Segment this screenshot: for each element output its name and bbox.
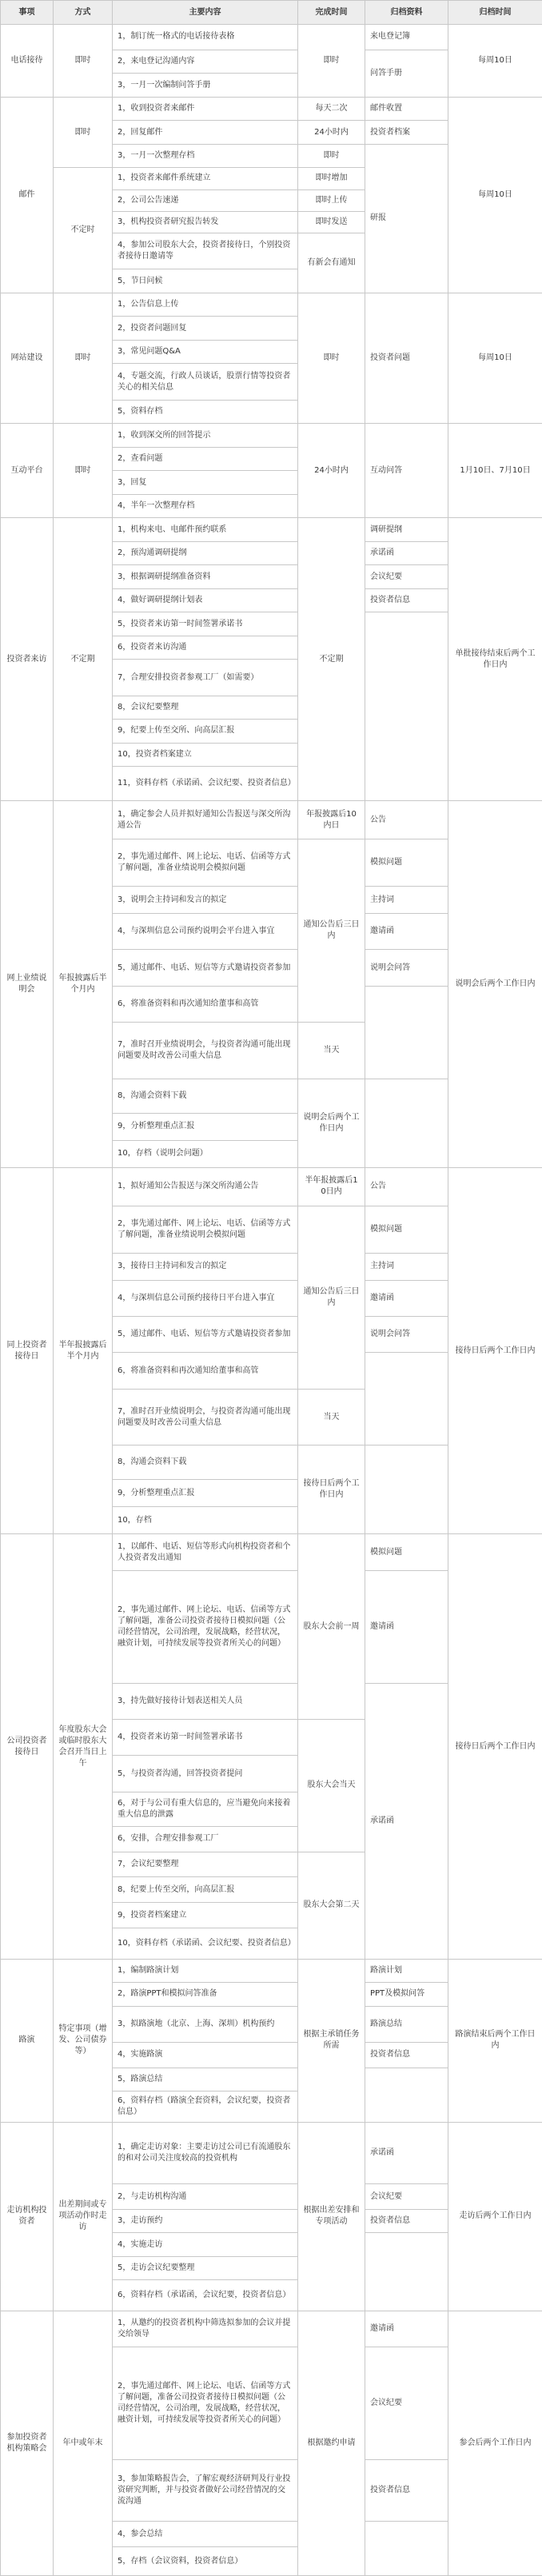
archive-cell: 主持词 xyxy=(365,1253,448,1280)
content-cell: 1，制订统一格式的电话接待表格 xyxy=(113,25,298,50)
content-cell: 9，分析整理重点汇报 xyxy=(113,1480,298,1507)
table-row xyxy=(1,424,542,448)
content-cell: 7，合理安排投资者参观工厂（如需要） xyxy=(113,660,298,696)
deadline-cell: 即时 xyxy=(298,25,365,98)
method-cell: 出差期间或专项活动作时走访 xyxy=(54,2122,113,2311)
content-cell: 3，一月一次编制问答手册 xyxy=(113,74,298,98)
deadline-cell: 接待日后两个工作日内 xyxy=(298,1446,365,1534)
deadline-cell: 股东大会前一周 xyxy=(298,1534,365,1720)
content-cell: 6，对于与公司有重大信息的，应当避免向来接着重大信息的泄露 xyxy=(113,1792,298,1826)
content-cell: 5，走访会议纪要整理 xyxy=(113,2256,298,2280)
header-row xyxy=(1,1,542,25)
archive-time-cell: 每周10日 xyxy=(448,293,542,423)
deadline-cell: 通知公告后三日内 xyxy=(298,839,365,1023)
content-cell: 2，投资者问题回复 xyxy=(113,317,298,341)
deadline-cell: 股东大会当天 xyxy=(298,1719,365,1852)
content-cell: 2，与走访机构沟通 xyxy=(113,2184,298,2210)
content-cell: 2，查看问题 xyxy=(113,447,298,471)
archive-cell xyxy=(365,2068,448,2122)
content-cell: 5，投资者来访第一时间签署承诺书 xyxy=(113,612,298,636)
content-cell: 10，资料存档（承诺函、会议纪要、投资者信息） xyxy=(113,1928,298,1960)
content-cell: 4，参会总结 xyxy=(113,2522,298,2547)
content-cell: 7，准时召开业绩说明会，与投资者沟通可能出现问题要及时改善公司重大信息 xyxy=(113,1023,298,1079)
content-cell: 5，通过邮件、电话、短信等方式邀请投资者参加 xyxy=(113,950,298,986)
table-row xyxy=(1,2122,542,2183)
archive-cell: 投资者档案 xyxy=(365,121,448,145)
deadline-cell: 即时上传 xyxy=(298,189,365,211)
content-cell: 6，投资者来访沟通 xyxy=(113,636,298,660)
content-cell: 1，机构来电、电邮件预约联系 xyxy=(113,518,298,542)
archive-cell: 调研提纲 xyxy=(365,518,448,542)
archive-cell: 会议纪要 xyxy=(365,2347,448,2460)
deadline-cell: 年报披露后10内日 xyxy=(298,801,365,839)
content-cell: 8，沟通会资料下载 xyxy=(113,1079,298,1113)
content-cell: 4，实施走访 xyxy=(113,2233,298,2257)
archive-cell: 承诺函 xyxy=(365,541,448,565)
content-cell: 4，与深圳信息公司预约说明会平台进入事宜 xyxy=(113,914,298,950)
archive-cell xyxy=(365,1353,448,1446)
table-row xyxy=(1,518,542,542)
deadline-cell: 24小时内 xyxy=(298,121,365,145)
content-cell: 2，事先通过邮件、网上论坛、电话、信函等方式了解问题，准备公司投资者接待日模拟问题（公司经营情况，公司治理，发展战略，经营状况，融资计划，可持续发展等投资者所关心的问题） xyxy=(113,1570,298,1683)
section-cell: 互动平台 xyxy=(1,424,54,518)
content-cell: 1，公告信息上传 xyxy=(113,293,298,317)
archive-time-cell: 1月10日、7月10日 xyxy=(448,424,542,518)
content-cell: 3，根据调研提纲准备资料 xyxy=(113,565,298,589)
content-cell: 9，分析整理重点汇报 xyxy=(113,1113,298,1140)
deadline-cell: 当天 xyxy=(298,1389,365,1445)
table-row xyxy=(1,293,542,317)
content-cell: 6，将准备资料和再次通知给董事和高管 xyxy=(113,986,298,1022)
table-row xyxy=(1,1534,542,1570)
content-cell: 5，与投资者沟通，回答投资者提问 xyxy=(113,1756,298,1792)
archive-cell: 承诺函 xyxy=(365,1683,448,1959)
content-cell: 1，拟好通知公告报送与深交所沟通公告 xyxy=(113,1167,298,1206)
archive-cell: 会议纪要 xyxy=(365,565,448,589)
content-cell: 2，预沟通调研提纲 xyxy=(113,541,298,565)
content-cell: 1，确定走访对象：主要走访过公司已有流通股东的和对公司关注度较高的投资机构 xyxy=(113,2122,298,2183)
archive-time-cell: 每周10日 xyxy=(448,25,542,98)
archive-time-cell: 说明会后两个工作日内 xyxy=(448,801,542,1168)
archive-cell: 承诺函 xyxy=(365,2122,448,2183)
content-cell: 1，确定参会人员并拟好通知公告报送与深交所沟通公告 xyxy=(113,801,298,839)
content-cell: 2，事先通过邮件、网上论坛、电话、信函等方式了解问题，准备业绩说明会模拟问题 xyxy=(113,839,298,887)
content-cell: 3，一月一次整理存档 xyxy=(113,144,298,168)
table-row xyxy=(1,25,542,50)
table-row xyxy=(1,1959,542,1983)
content-cell: 3，常见问题Q&A xyxy=(113,340,298,364)
section-cell: 走访机构投资者 xyxy=(1,2122,54,2311)
deadline-cell: 根据邀约申请 xyxy=(298,2311,365,2575)
archive-cell: 说明会问答 xyxy=(365,950,448,986)
content-cell: 3，回复 xyxy=(113,471,298,495)
section-cell: 同上投资者接待日 xyxy=(1,1167,54,1534)
archive-cell: 投资者问题 xyxy=(365,293,448,423)
archive-time-cell: 参会后两个工作日内 xyxy=(448,2311,542,2575)
method-cell: 半年报披露后半个月内 xyxy=(54,1167,113,1534)
table-row xyxy=(1,97,542,121)
method-cell: 即时 xyxy=(54,424,113,518)
content-cell: 2，回复邮件 xyxy=(113,121,298,145)
content-cell: 8，会议纪要整理 xyxy=(113,696,298,720)
header-cell: 方式 xyxy=(54,1,113,25)
deadline-cell: 根据出差安排和专项活动 xyxy=(298,2122,365,2311)
content-cell: 2，来电登记沟通内容 xyxy=(113,50,298,74)
content-cell: 1，收到投资者来邮件 xyxy=(113,97,298,121)
archive-time-cell: 每周10日 xyxy=(448,97,542,293)
archive-cell xyxy=(365,2522,448,2576)
section-cell: 网站建设 xyxy=(1,293,54,423)
archive-cell: 互动问答 xyxy=(365,424,448,518)
content-cell: 6，资料存档（路演全套资料，会议纪要，投资者信息） xyxy=(113,2092,298,2123)
content-cell: 5，存档（会议资料，投资者信息） xyxy=(113,2547,298,2576)
archive-cell: 邮件收置 xyxy=(365,97,448,121)
content-cell: 1，投资者来邮件系统建立 xyxy=(113,168,298,189)
header-cell: 归档时间 xyxy=(448,1,542,25)
archive-cell: 公告 xyxy=(365,801,448,839)
section-cell: 网上业绩说明会 xyxy=(1,801,54,1168)
method-cell: 不定期 xyxy=(54,518,113,801)
content-cell: 5，路演总结 xyxy=(113,2068,298,2092)
deadline-cell: 股东大会第二天 xyxy=(298,1852,365,1959)
archive-cell: 模拟问题 xyxy=(365,839,448,887)
deadline-cell: 即时发送 xyxy=(298,211,365,233)
archive-time-cell: 接待日后两个工作日内 xyxy=(448,1167,542,1534)
deadline-cell: 即时 xyxy=(298,293,365,423)
content-cell: 3，走访预约 xyxy=(113,2209,298,2233)
archive-time-cell: 路演结束后两个工作日内 xyxy=(448,1959,542,2122)
content-cell: 4，半年一次整理存档 xyxy=(113,494,298,518)
content-cell: 5，节日问候 xyxy=(113,269,298,293)
archive-cell: 投资者信息 xyxy=(365,2460,448,2522)
content-cell: 3，机构投资者研究报告转发 xyxy=(113,211,298,233)
content-cell: 3，接待日主持词和发言的拟定 xyxy=(113,1253,298,1280)
table-row xyxy=(1,1167,542,1206)
content-cell: 1，编制路演计划 xyxy=(113,1959,298,1983)
content-cell: 5，资料存档 xyxy=(113,400,298,424)
content-cell: 4，参加公司股东大会，投资者接待日，个别投资者接待日邀请等 xyxy=(113,233,298,269)
content-cell: 11，资料存档（承诺函、会议纪要、投资者信息） xyxy=(113,767,298,801)
section-cell: 投资者来访 xyxy=(1,518,54,801)
content-cell: 2，事先通过邮件、网上论坛、电话、信函等方式了解问题，准备公司投资者接待日模拟问题（公司经营情况，公司治理，发展战略，经营状况，融资计划，可持续发展等投资者所关心的问题） xyxy=(113,2347,298,2460)
method-cell: 年中或年末 xyxy=(54,2311,113,2575)
content-cell: 6，安排，合理安排参观工厂 xyxy=(113,1826,298,1852)
content-cell: 9，纪要上传至交所、向高层汇报 xyxy=(113,720,298,744)
archive-cell: 邀请函 xyxy=(365,2311,448,2347)
deadline-cell: 有新会有通知 xyxy=(298,233,365,293)
table-row xyxy=(1,801,542,839)
content-cell: 4，实施路演 xyxy=(113,2043,298,2068)
method-cell: 年度股东大会或临时股东大会召开当日上午 xyxy=(54,1534,113,1959)
archive-cell xyxy=(365,612,448,801)
content-cell: 1，收到深交所的回答提示 xyxy=(113,424,298,448)
archive-cell: 模拟问题 xyxy=(365,1534,448,1570)
content-cell: 7，准时召开业绩说明会，与投资者沟通可能出现问题要及时改善公司重大信息 xyxy=(113,1389,298,1445)
content-cell: 10，存档 xyxy=(113,1507,298,1534)
archive-cell: 邀请函 xyxy=(365,914,448,950)
content-cell: 4，与深圳信息公司预约接待日平台进入事宜 xyxy=(113,1280,298,1316)
archive-cell: 主持词 xyxy=(365,887,448,914)
deadline-cell: 当天 xyxy=(298,1023,365,1079)
deadline-cell: 即时 xyxy=(298,144,365,168)
header-cell: 归档资料 xyxy=(365,1,448,25)
content-cell: 1，以邮件、电话、短信等形式向机构投资者和个人投资者发出通知 xyxy=(113,1534,298,1570)
content-cell: 7，会议纪要整理 xyxy=(113,1852,298,1877)
section-cell: 参加投资者机构策略会 xyxy=(1,2311,54,2575)
content-cell: 3，拟路演地（北京、上海、深圳）机构预约 xyxy=(113,2006,298,2042)
section-cell: 电话接待 xyxy=(1,25,54,98)
archive-cell xyxy=(365,1446,448,1534)
content-cell: 3，说明会主持词和发言的拟定 xyxy=(113,887,298,914)
content-cell: 4，做好调研提纲计划表 xyxy=(113,588,298,612)
content-cell: 3，持先做好接待计划表送相关人员 xyxy=(113,1683,298,1719)
archive-cell xyxy=(365,1079,448,1167)
method-cell: 即时 xyxy=(54,25,113,98)
archive-cell: 投资者信息 xyxy=(365,2209,448,2233)
archive-cell xyxy=(365,2233,448,2311)
archive-cell: 来电登记簿 xyxy=(365,25,448,50)
archive-cell: 投资者信息 xyxy=(365,588,448,612)
content-cell: 9，投资者档案建立 xyxy=(113,1903,298,1928)
archive-cell: 投资者信息 xyxy=(365,2043,448,2068)
archive-time-cell: 单批接待结束后两个工作日内 xyxy=(448,518,542,801)
archive-cell: 会议纪要 xyxy=(365,2184,448,2210)
archive-cell: 模拟问题 xyxy=(365,1206,448,1253)
content-cell: 10，存档（说明会问题） xyxy=(113,1140,298,1167)
content-cell: 4，专题交流，行政人员谈话，股票行情等投资者关心的相关信息 xyxy=(113,364,298,400)
method-cell: 即时 xyxy=(54,293,113,423)
content-cell: 8，纪要上传至交所，向高层汇报 xyxy=(113,1877,298,1903)
header-cell: 事项 xyxy=(1,1,54,25)
content-cell: 6，资料存档（承诺函，会议纪要，投资者信息） xyxy=(113,2280,298,2311)
section-cell: 公司投资者接待日 xyxy=(1,1534,54,1959)
content-cell: 6，将准备资料和再次通知给董事和高管 xyxy=(113,1353,298,1389)
archive-cell: 研报 xyxy=(365,144,448,293)
deadline-cell: 每天二次 xyxy=(298,97,365,121)
archive-cell: 邀请函 xyxy=(365,1570,448,1683)
content-cell: 2，事先通过邮件、网上论坛、电话、信函等方式了解问题，准备业绩说明会模拟问题 xyxy=(113,1206,298,1253)
content-cell: 5，通过邮件、电话、短信等方式邀请投资者参加 xyxy=(113,1317,298,1353)
deadline-cell: 半年报披露后10日内 xyxy=(298,1167,365,1206)
method-cell: 特定事项（增发、公司债券等） xyxy=(54,1959,113,2122)
deadline-cell: 不定期 xyxy=(298,518,365,801)
archive-cell: 路演计划 xyxy=(365,1959,448,1983)
section-cell: 邮件 xyxy=(1,97,54,293)
deadline-cell: 通知公告后三日内 xyxy=(298,1206,365,1389)
content-cell: 3，参加策略报告会，了解宏观经济研判及行业投资研究判断，并与投资者做好公司经营情况的交流沟通 xyxy=(113,2460,298,2522)
content-cell: 2，公司公告速递 xyxy=(113,189,298,211)
content-cell: 8，沟通会资料下载 xyxy=(113,1446,298,1480)
table-row xyxy=(1,2311,542,2347)
archive-time-cell: 走访后两个工作日内 xyxy=(448,2122,542,2311)
deadline-cell: 24小时内 xyxy=(298,424,365,518)
content-cell: 4，投资者来访第一时间签署承诺书 xyxy=(113,1719,298,1755)
section-cell: 路演 xyxy=(1,1959,54,2122)
archive-cell: 路演总结 xyxy=(365,2006,448,2042)
content-cell: 2，路演PPT和模拟问答准备 xyxy=(113,1983,298,2007)
method-cell: 年报披露后半个月内 xyxy=(54,801,113,1168)
archive-cell: 邀请函 xyxy=(365,1280,448,1316)
content-cell: 1，从邀约的投资者机构中筛选拟参加的会议并提交给领导 xyxy=(113,2311,298,2347)
header-cell: 完成时间 xyxy=(298,1,365,25)
content-cell: 10，投资者档案建立 xyxy=(113,743,298,767)
deadline-cell: 说明会后两个工作日内 xyxy=(298,1079,365,1167)
archive-cell xyxy=(365,986,448,1079)
archive-cell: 公告 xyxy=(365,1167,448,1206)
archive-cell: 说明会问答 xyxy=(365,1317,448,1353)
archive-cell: PPT及模拟问答 xyxy=(365,1983,448,2007)
deadline-cell: 即时增加 xyxy=(298,168,365,189)
deadline-cell: 根据主承销任务所需 xyxy=(298,1959,365,2122)
header-cell: 主要内容 xyxy=(113,1,298,25)
method-cell: 不定时 xyxy=(54,168,113,293)
archive-time-cell: 接待日后两个工作日内 xyxy=(448,1534,542,1959)
method-cell: 即时 xyxy=(54,97,113,168)
archive-cell: 问答手册 xyxy=(365,50,448,97)
